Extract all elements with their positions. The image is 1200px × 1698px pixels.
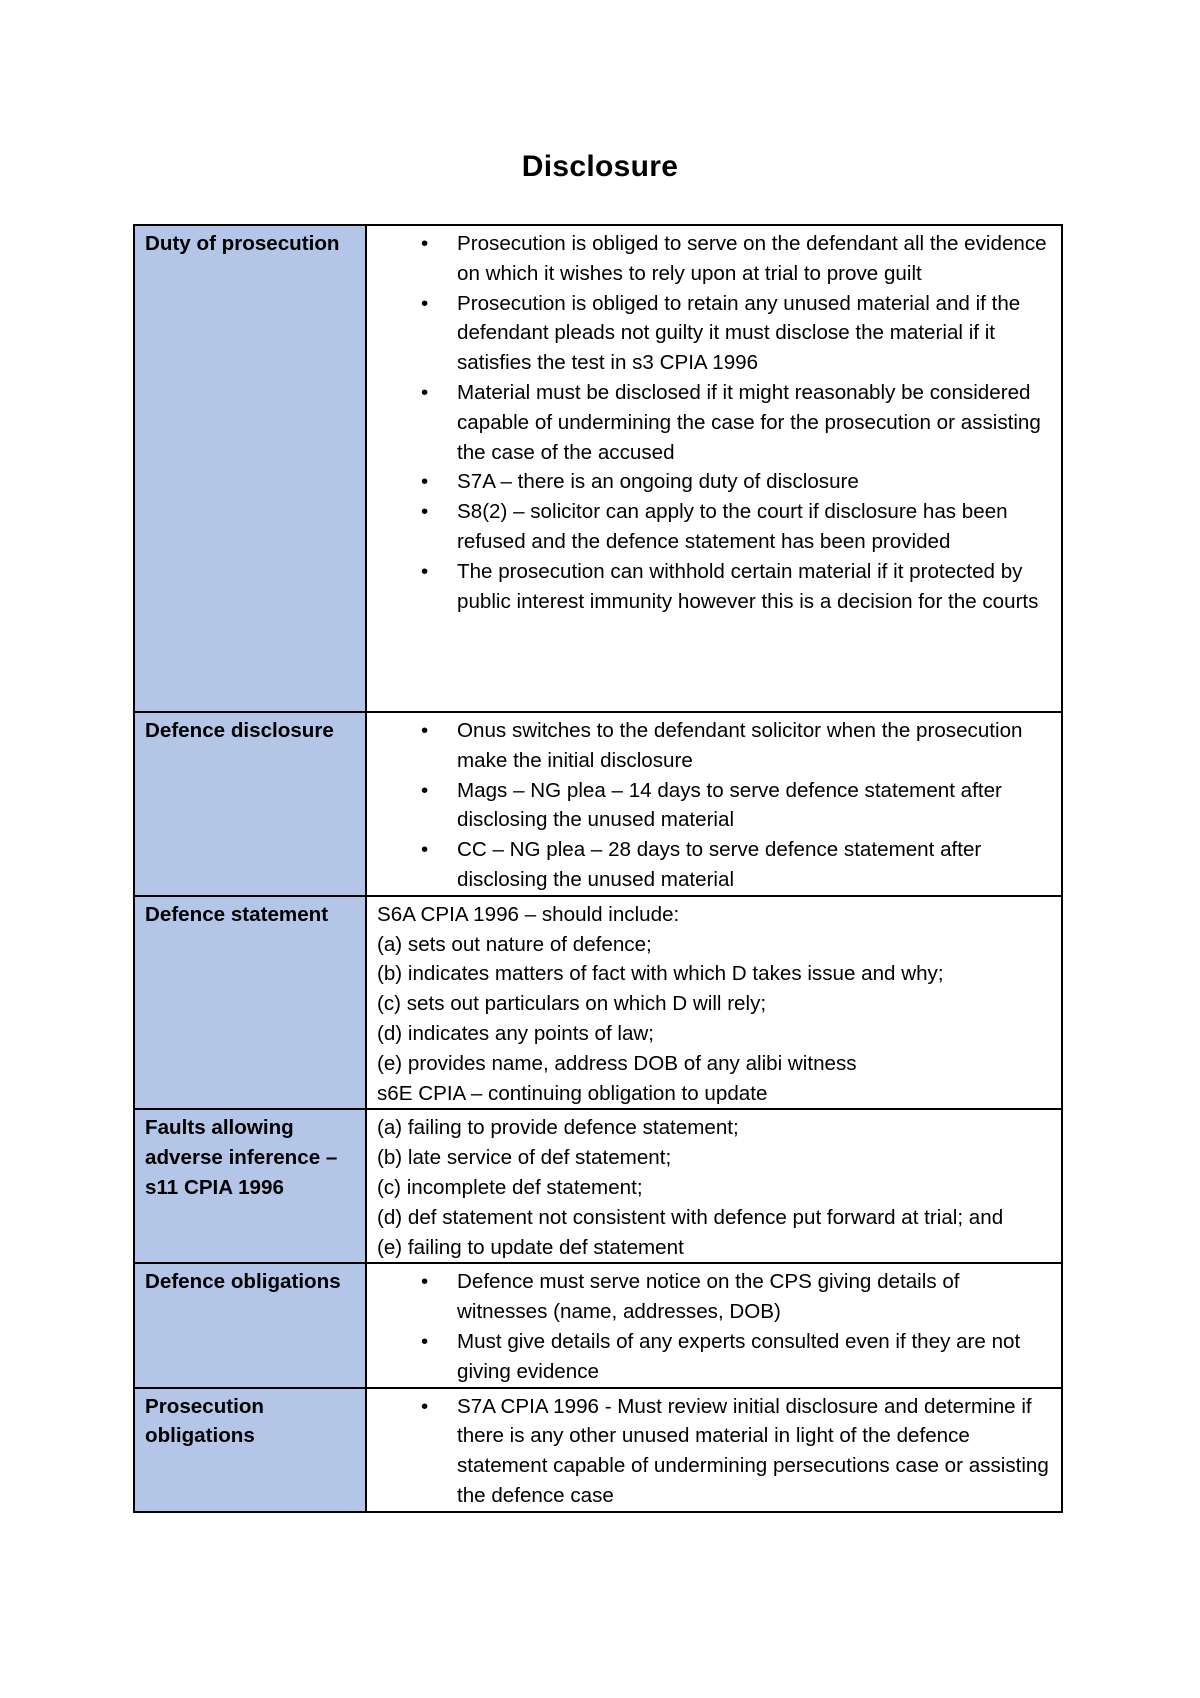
list-item: • CC – NG plea – 28 days to serve defence statement after disclosing the unused material bbox=[457, 835, 1053, 895]
row-content bbox=[366, 1263, 1062, 1387]
list-item: (b) late service of def statement; bbox=[377, 1146, 672, 1170]
page-title: Disclosure bbox=[521, 150, 679, 183]
row-label: Faults allowing adverse inference – s11 CPIA 1996 bbox=[134, 1109, 366, 1263]
list-item: • Material must be disclosed if it might reasonably be considered capable of undermining the case for the prosecution or assisting the case of the accused bbox=[457, 378, 1053, 467]
statement-intro: S6A CPIA 1996 – should include: bbox=[377, 902, 680, 926]
list-item: (c) sets out particulars on which D will rely; bbox=[377, 992, 767, 1016]
row-label: Defence obligations bbox=[134, 1263, 366, 1387]
list-item: • The prosecution can withhold certain material if it protected by public interest immunity however this is a decision for the courts bbox=[457, 557, 1053, 617]
list-item: (d) indicates any points of law; bbox=[377, 1021, 655, 1045]
list-item: • S8(2) – solicitor can apply to the court if disclosure has been refused and the defence statement has been provided bbox=[457, 497, 1053, 557]
bullet-list bbox=[377, 1267, 1053, 1386]
list-item: (e) failing to update def statement bbox=[377, 1235, 684, 1259]
list-item: • S7A CPIA 1996 - Must review initial disclosure and determine if there is any other unused material in light of the defence statement capable of undermining persecutions case or assisting the defence case bbox=[457, 1392, 1053, 1511]
row-content bbox=[366, 225, 1062, 712]
table-row bbox=[134, 1263, 1062, 1387]
list-item: (e) provides name, address DOB of any alibi witness bbox=[377, 1051, 857, 1075]
list-item: (a) sets out nature of defence; bbox=[377, 932, 652, 956]
list-item: • S7A – there is an ongoing duty of disclosure bbox=[457, 467, 1053, 497]
disclosure-table bbox=[133, 224, 1063, 1513]
row-label: Defence statement bbox=[134, 896, 366, 1110]
list-item: • Onus switches to the defendant solicitor when the prosecution make the initial disclosure bbox=[457, 716, 1053, 776]
list-item: (d) def statement not consistent with defence put forward at trial; and bbox=[377, 1205, 1004, 1229]
list-item: • Defence must serve notice on the CPS giving details of witnesses (name, addresses, DOB) bbox=[457, 1267, 1053, 1327]
row-content bbox=[366, 896, 1062, 1110]
statement-outro: s6E CPIA – continuing obligation to update bbox=[377, 1081, 768, 1105]
table-row bbox=[134, 712, 1062, 896]
list-item: • Prosecution is obliged to serve on the defendant all the evidence on which it wishes to rely upon at trial to prove guilt bbox=[457, 229, 1053, 289]
table-row bbox=[134, 1109, 1062, 1263]
list-item: (b) indicates matters of fact with which D takes issue and why; bbox=[377, 962, 944, 986]
table-row bbox=[134, 1388, 1062, 1512]
row-label: Prosecution obligations bbox=[134, 1388, 366, 1512]
table-row bbox=[134, 225, 1062, 712]
row-content bbox=[366, 712, 1062, 896]
list-item: • Must give details of any experts consulted even if they are not giving evidence bbox=[457, 1327, 1053, 1387]
list-item: (c) incomplete def statement; bbox=[377, 1175, 643, 1199]
table-row bbox=[134, 896, 1062, 1110]
list-item: (a) failing to provide defence statement; bbox=[377, 1116, 739, 1140]
row-label: Defence disclosure bbox=[134, 712, 366, 896]
bullet-list bbox=[377, 716, 1053, 895]
bullet-list bbox=[377, 1392, 1053, 1511]
row-content bbox=[366, 1109, 1062, 1263]
bullet-list bbox=[377, 229, 1053, 616]
list-item: • Prosecution is obliged to retain any unused material and if the defendant pleads not guilty it must disclose the material if it satisfies the test in s3 CPIA 1996 bbox=[457, 289, 1053, 378]
row-content bbox=[366, 1388, 1062, 1512]
list-item: • Mags – NG plea – 14 days to serve defence statement after disclosing the unused material bbox=[457, 776, 1053, 836]
row-label: Duty of prosecution bbox=[134, 225, 366, 712]
